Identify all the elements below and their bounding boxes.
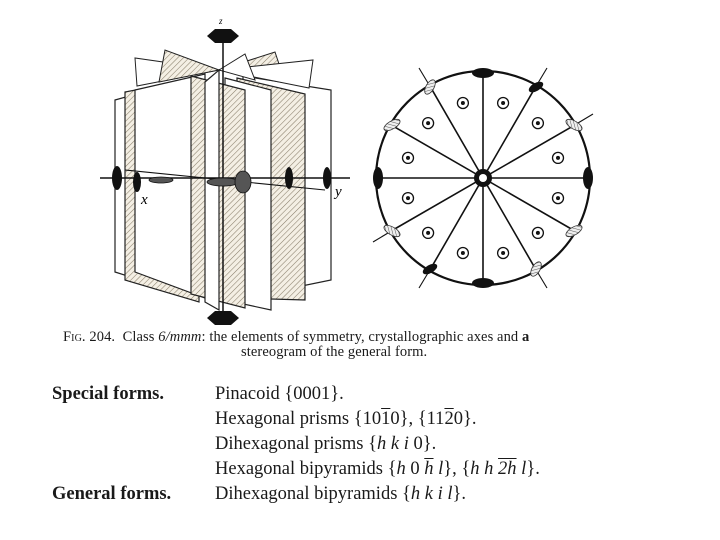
- axis-y-label: y: [335, 184, 342, 200]
- dihexagonal-bipyramids-text: Dihexagonal bipyramids {h k i l}.: [215, 484, 467, 504]
- front-mirror-plane: [205, 70, 219, 310]
- hexad-top-icon: [207, 29, 239, 43]
- caption-a: a: [522, 329, 530, 345]
- dihexagonal-prisms-text: Dihexagonal prisms {h k i 0}.: [215, 434, 437, 454]
- axis-z-label: z: [219, 16, 223, 26]
- special-forms-heading: Special forms.: [52, 384, 165, 404]
- class-symbol: 6/mmm: [158, 329, 202, 345]
- caption-line2: stereogram of the general form.: [241, 344, 428, 360]
- stereogram-figure: [368, 50, 608, 310]
- hexagonal-prisms-text: Hexagonal prisms {1010}, {1120}.: [215, 409, 477, 429]
- symmetry-elements-figure: [95, 10, 355, 335]
- axis-x-label: x: [141, 192, 148, 208]
- hexad-bottom-icon: [207, 311, 239, 325]
- figure-caption: [63, 330, 673, 360]
- pinacoid-text: Pinacoid {0001}.: [215, 384, 344, 404]
- general-forms-heading: General forms.: [52, 484, 172, 504]
- hexagonal-bipyramids-text: Hexagonal bipyramids {h 0 $\overline{h}$ l}, {h h 2h l}.: [215, 459, 540, 479]
- figure-label: Fig. 204.: [63, 329, 116, 345]
- class-prefix: Class: [122, 329, 155, 345]
- top-plane-fan: [135, 50, 313, 88]
- caption-line1: : the elements of symmetry, crystallographic axes and: [201, 329, 519, 345]
